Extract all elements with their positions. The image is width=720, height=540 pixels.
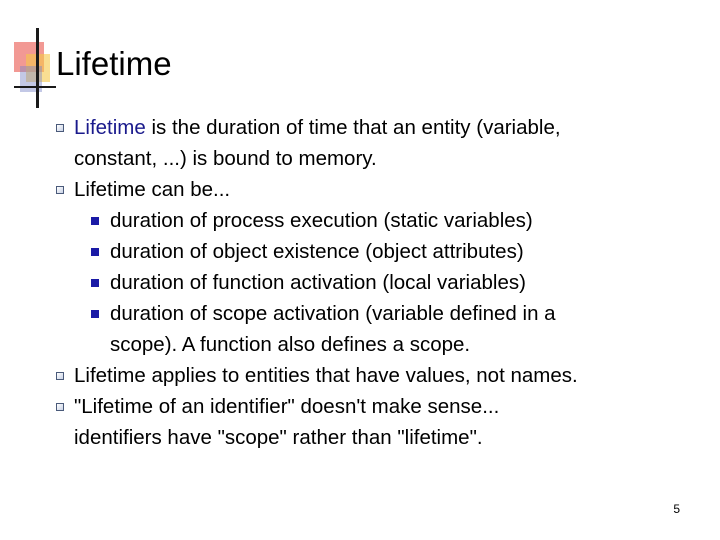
square-bullet-icon bbox=[56, 403, 64, 411]
filled-square-bullet-icon bbox=[91, 310, 99, 318]
bullet-item: "Lifetime of an identifier" doesn't make sense... bbox=[56, 391, 706, 422]
sub-bullet-item: duration of object existence (object attributes) bbox=[56, 236, 706, 267]
bullet-list bbox=[56, 112, 706, 453]
sub-bullet-item: duration of scope activation (variable defined in a bbox=[56, 298, 706, 329]
filled-square-bullet-icon bbox=[91, 217, 99, 225]
square-bullet-icon bbox=[56, 186, 64, 194]
term-highlight: Lifetime bbox=[74, 116, 146, 139]
bullet-continuation: identifiers have "scope" rather than "lifetime". bbox=[74, 426, 483, 449]
bullet-continuation: constant, ...) is bound to memory. bbox=[74, 147, 377, 170]
bullet-item: Lifetime is the duration of time that an entity (variable, bbox=[56, 112, 706, 143]
slide-title: Lifetime bbox=[56, 45, 172, 82]
sub-bullet-item: duration of function activation (local variables) bbox=[56, 267, 706, 298]
square-bullet-icon bbox=[56, 372, 64, 380]
sub-bullet-continuation: scope). A function also defines a scope. bbox=[110, 333, 471, 356]
bullet-item: Lifetime applies to entities that have values, not names. bbox=[56, 360, 706, 391]
filled-square-bullet-icon bbox=[91, 248, 99, 256]
page-number: 5 bbox=[673, 502, 680, 516]
corner-decoration bbox=[0, 0, 60, 110]
sub-bullet-item: duration of process execution (static variables) bbox=[56, 205, 706, 236]
bullet-item: Lifetime can be... bbox=[56, 174, 706, 205]
square-bullet-icon bbox=[56, 124, 64, 132]
filled-square-bullet-icon bbox=[91, 279, 99, 287]
